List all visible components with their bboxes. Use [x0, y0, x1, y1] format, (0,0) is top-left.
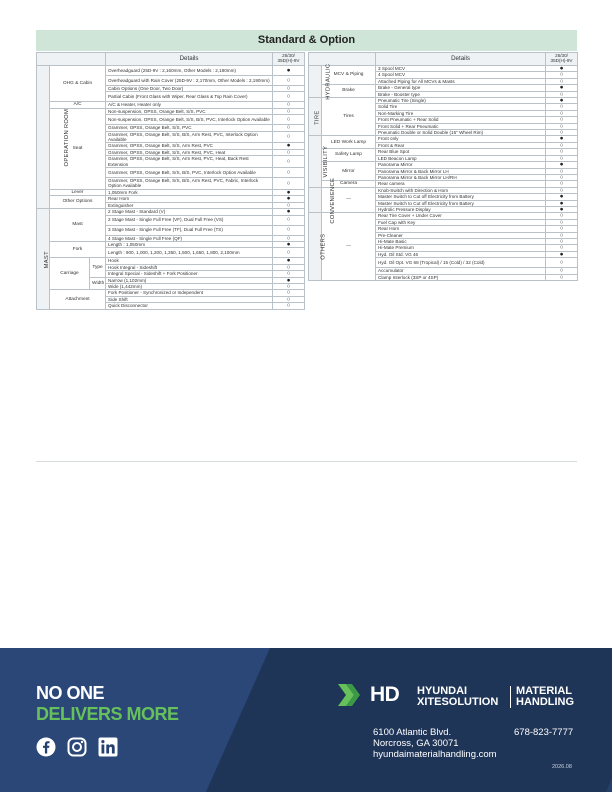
- logo-material-handling: [516, 686, 574, 708]
- detail-cell: 3 Spool MCV: [376, 66, 546, 72]
- detail-cell: Cabin Options (One Door, Two Door): [106, 86, 273, 92]
- option-mark: ○: [273, 290, 305, 296]
- category-label: OTHERS: [320, 234, 327, 261]
- detail-cell: Hydrolic Pressure Display: [376, 206, 546, 212]
- standard-mark: ●: [546, 85, 578, 91]
- detail-cell: Non-Marking Tire: [376, 110, 546, 116]
- detail-cell: Grammer, OPSS, Orange Belt, S/S, PVC: [106, 125, 273, 131]
- category-label: HYDRAULIC: [325, 63, 332, 101]
- instagram-icon[interactable]: [67, 737, 87, 757]
- section-banner: Standard & Option: [36, 30, 577, 51]
- option-mark: ○: [273, 271, 305, 277]
- detail-cell: Panorama Mirror & Back Mirror LH: [376, 168, 546, 174]
- standard-mark: ●: [273, 189, 305, 195]
- subgroup-cell: Type: [90, 258, 106, 277]
- detail-cell: Grammer, OPSS, Orange Belt, S/S, Arm Rest, PVC, Heat, Back Rest Extension: [106, 156, 273, 168]
- detail-cell: Wide (1,442mm): [106, 283, 273, 289]
- option-mark: ○: [546, 181, 578, 187]
- category-label: CONVENIENCE: [330, 177, 337, 224]
- logo-material: MATERIAL: [516, 685, 573, 697]
- subcategory-cell: Seat: [50, 108, 106, 189]
- option-mark: ○: [546, 117, 578, 123]
- subcategory-cell: A/C: [50, 102, 106, 108]
- standard-mark: ●: [273, 143, 305, 149]
- detail-cell: Integral Special - Sideshift + Fork Positioner: [106, 271, 273, 277]
- footer: [0, 648, 612, 792]
- subcategory-cell: —: [322, 213, 376, 281]
- detail-cell: Pneumatic Tire (Single): [376, 98, 546, 104]
- subcategory-cell: Mast: [50, 209, 106, 242]
- standard-mark: ●: [546, 136, 578, 142]
- detail-cell: Fuel Cap with Key: [376, 219, 546, 225]
- option-mark: ○: [273, 102, 305, 108]
- linkedin-icon[interactable]: [98, 737, 118, 757]
- detail-cell: Pre-Cleaner: [376, 232, 546, 238]
- subcategory-cell: Camera: [322, 181, 376, 187]
- detail-cell: Hook: [106, 258, 273, 264]
- logo-hyundai-xitesolution: [417, 686, 498, 708]
- option-mark: ○: [273, 235, 305, 241]
- subcategory-cell: Carriage: [50, 258, 90, 290]
- standard-mark: ●: [546, 98, 578, 104]
- option-mark: ○: [273, 296, 305, 302]
- subcategory-cell: Attachment: [50, 290, 106, 309]
- detail-cell: Brake - General type: [376, 85, 546, 91]
- option-mark: ○: [546, 219, 578, 225]
- detail-cell: 2 Stage Mast - Standard (V): [106, 209, 273, 215]
- subcategory-cell: Other Options: [50, 196, 106, 209]
- detail-cell: Solid Tire: [376, 104, 546, 110]
- header-blank: [309, 53, 376, 66]
- detail-cell: Front & Rear: [376, 142, 546, 148]
- standard-mark: ●: [273, 66, 305, 76]
- detail-cell: Attached Piping for All MCVs & Masts: [376, 78, 546, 84]
- detail-cell: Master Switch to Cut off Electricity from Battery: [376, 194, 546, 200]
- detail-cell: Hyd. Oil Opt. VG 68 (Tropical) / 15 (Cold) / 32 (Cold): [376, 258, 546, 268]
- detail-cell: 4 Stage Mast - Single Full Free (QF): [106, 235, 273, 241]
- option-mark: ○: [546, 245, 578, 251]
- option-mark: ○: [273, 86, 305, 92]
- detail-cell: 2 Stage Mast - Single Full Free (VF), Dual Full Free (VS): [106, 215, 273, 225]
- category-cell: [37, 66, 71, 209]
- subcategory-cell: Safety Lamp: [322, 149, 376, 162]
- subgroup-cell: Width: [90, 277, 106, 290]
- detail-cell: Rear Tire Cover + Under Cover: [376, 213, 546, 219]
- category-cell: [309, 177, 337, 224]
- option-mark: ○: [546, 274, 578, 280]
- subcategory-cell: MCV & Piping: [322, 66, 376, 85]
- website-link[interactable]: hyundaimaterialhandling.com: [373, 749, 497, 760]
- header-model: 25/30/ 35D(H)-9V: [546, 53, 578, 66]
- detail-cell: Overheadguard with Rain Cover (25D-9V : 2,170mm, Other Models : 2,190mm): [106, 76, 273, 86]
- option-mark: ○: [273, 125, 305, 131]
- detail-cell: Hyd. Oil Std. VG 46: [376, 251, 546, 257]
- hd-chevron-logo-icon: [338, 684, 362, 706]
- detail-cell: Brake - Booster type: [376, 91, 546, 97]
- detail-cell: Grammer, OPSS, Orange Belt, S/S, Arm Rest, PVC: [106, 143, 273, 149]
- logo-hd: HD: [370, 683, 400, 706]
- subcategory-cell: LED Work Lamp: [322, 136, 376, 149]
- subcategory-cell: OHG & Cabin: [50, 66, 106, 102]
- detail-cell: Front Pneumatic + Rear Solid: [376, 117, 546, 123]
- detail-cell: Non-suspension, OPSS, Orange Belt, S/S, B/S, PVC, Interlock Option Available: [106, 115, 273, 125]
- phone-number[interactable]: 678-823-7777: [514, 727, 574, 738]
- address-line-1: 6100 Atlantic Blvd.: [373, 727, 452, 738]
- spec-table-right: [308, 52, 578, 281]
- standard-mark: ●: [273, 196, 305, 202]
- spec-table-left: [36, 52, 305, 310]
- standard-mark: ●: [273, 258, 305, 264]
- option-mark: ○: [546, 155, 578, 161]
- option-mark: ○: [273, 76, 305, 86]
- category-cell: [309, 213, 327, 281]
- standard-mark: ●: [546, 162, 578, 168]
- category-cell: [309, 98, 322, 136]
- detail-cell: Narrow (1,102mm): [106, 277, 273, 283]
- detail-cell: Grammer, OPSS, Orange Belt, S/S, B/S, PVC, Interlock Option Available: [106, 168, 273, 178]
- option-mark: ○: [546, 123, 578, 129]
- subcategory-cell: Mirror: [322, 162, 376, 181]
- option-mark: ○: [273, 108, 305, 114]
- subcategory-cell: Fork: [50, 241, 106, 257]
- detail-cell: Clamp Interlock (3SP or 4SP): [376, 274, 546, 280]
- standard-mark: ●: [273, 209, 305, 215]
- category-label: OPERATION ROOM: [64, 108, 71, 167]
- table-row: [37, 66, 305, 76]
- logo-hyundai: HYUNDAI: [417, 685, 468, 697]
- detail-cell: Overheadguard (25D-9V : 2,160mm, Other Models : 2,180mm): [106, 66, 273, 76]
- logo-xitesolution: XITESOLUTION: [417, 696, 499, 708]
- option-mark: ○: [546, 238, 578, 244]
- detail-cell: Length : 1,050mm: [106, 241, 273, 247]
- option-mark: ○: [546, 130, 578, 136]
- option-mark: ○: [546, 104, 578, 110]
- category-label: VISIBILITY: [323, 146, 330, 178]
- detail-cell: Rear Horn: [106, 196, 273, 202]
- option-mark: ○: [546, 268, 578, 274]
- detail-cell: 3 Stage Mast - Single Full Free (TF), Dual Full Free (TS): [106, 225, 273, 235]
- detail-cell: Side Shift: [106, 296, 273, 302]
- header-model: 25/30/ 35D(H)-9V: [273, 53, 305, 66]
- option-mark: ○: [273, 131, 305, 143]
- subcategory-cell: Lever: [50, 189, 106, 195]
- tagline-line-1: NO ONE: [36, 683, 105, 703]
- option-mark: ○: [546, 258, 578, 268]
- standard-mark: ●: [546, 200, 578, 206]
- detail-cell: Rear camera: [376, 181, 546, 187]
- option-mark: ○: [273, 303, 305, 309]
- category-label: MAST: [43, 250, 50, 268]
- detail-cell: A/C & Heater, Heater only: [106, 102, 273, 108]
- subcategory-cell: —: [322, 187, 376, 213]
- option-mark: ○: [273, 149, 305, 155]
- option-mark: ○: [273, 115, 305, 125]
- detail-cell: Non-suspension, OPSS, Orange Belt, S/S, PVC: [106, 108, 273, 114]
- logo-separator: [510, 686, 511, 708]
- option-mark: ○: [546, 149, 578, 155]
- category-label: TIRE: [314, 110, 321, 125]
- detail-cell: Grammer, OPSS, Orange Belt, S/S, B/S, Arm Rest, PVC, Fabric, Interlock Option Available: [106, 178, 273, 190]
- option-mark: ○: [273, 264, 305, 270]
- detail-cell: Hi-Mate Basic: [376, 238, 546, 244]
- header-details: Details: [106, 53, 273, 66]
- detail-cell: Fork Positioner - Synchronized or Independent: [106, 290, 273, 296]
- option-mark: ○: [546, 232, 578, 238]
- option-mark: ○: [546, 78, 578, 84]
- standard-mark: ●: [546, 206, 578, 212]
- option-mark: ○: [546, 226, 578, 232]
- option-mark: ○: [546, 72, 578, 78]
- option-mark: ○: [546, 187, 578, 193]
- table-header-row: [37, 53, 305, 66]
- option-mark: ○: [273, 225, 305, 235]
- option-mark: ○: [273, 215, 305, 225]
- option-mark: ○: [273, 202, 305, 208]
- detail-cell: Extinguisher: [106, 202, 273, 208]
- footer-wedge: [206, 648, 612, 792]
- detail-cell: Panorama Mirror & Back Mirror LH/RH: [376, 174, 546, 180]
- facebook-icon[interactable]: [36, 737, 56, 757]
- option-mark: ○: [273, 156, 305, 168]
- header-details: Details: [376, 53, 546, 66]
- detail-cell: LED Beacon Lamp: [376, 155, 546, 161]
- divider: [36, 461, 577, 462]
- tagline-line-2: DELIVERS MORE: [36, 704, 179, 724]
- standard-mark: ●: [546, 66, 578, 72]
- option-mark: ○: [546, 213, 578, 219]
- option-mark: ○: [273, 92, 305, 102]
- detail-cell: Hook Integral - Sideshift: [106, 264, 273, 270]
- category-cell: [37, 209, 50, 309]
- detail-cell: Rear Blue Spot: [376, 149, 546, 155]
- detail-cell: 1,050mm Fork: [106, 189, 273, 195]
- header-blank: [37, 53, 106, 66]
- option-mark: ○: [546, 168, 578, 174]
- address-line-2: Norcross, GA 30071: [373, 738, 459, 749]
- category-cell: [309, 136, 330, 187]
- option-mark: ○: [273, 248, 305, 258]
- standard-mark: ●: [273, 241, 305, 247]
- detail-cell: Hi-Mate Premium: [376, 245, 546, 251]
- option-mark: ○: [546, 142, 578, 148]
- standard-mark: ●: [546, 251, 578, 257]
- option-mark: ○: [273, 283, 305, 289]
- detail-cell: 4 Spool MCV: [376, 72, 546, 78]
- detail-cell: Front only: [376, 136, 546, 142]
- detail-cell: Pneumatic Double or Solid Double (15" Wheel Rim): [376, 130, 546, 136]
- option-mark: ○: [546, 91, 578, 97]
- detail-cell: Grammer, OPSS, Orange Belt, S/S, B/S, Arm Rest, PVC, Interlock Option Available: [106, 131, 273, 143]
- detail-cell: Length : 900, 1,000, 1,200, 1,350, 1,500, 1,650, 1,800, 2,100mm: [106, 248, 273, 258]
- detail-cell: Grammer, OPSS, Orange Belt, S/S, Arm Rest, PVC, Heat: [106, 149, 273, 155]
- standard-mark: ●: [546, 194, 578, 200]
- detail-cell: Panorama Mirror: [376, 162, 546, 168]
- detail-cell: Quick Disconnector: [106, 303, 273, 309]
- option-mark: ○: [546, 110, 578, 116]
- detail-cell: Rear Horn: [376, 226, 546, 232]
- subcategory-cell: Tires: [322, 98, 376, 136]
- detail-cell: Front Solid + Rear Pneumatic: [376, 123, 546, 129]
- option-mark: ○: [546, 174, 578, 180]
- option-mark: ○: [273, 178, 305, 190]
- detail-cell: Knob-Switch with Direction & Horn: [376, 187, 546, 193]
- category-cell: [309, 63, 332, 101]
- logo-handling: HANDLING: [516, 696, 575, 708]
- publication-date: 2026.08: [552, 764, 572, 770]
- address: [373, 727, 497, 760]
- detail-cell: Accumulator: [376, 268, 546, 274]
- detail-cell: Master Switch to Cut off Electricity from Battery: [376, 200, 546, 206]
- table-header-row: [309, 53, 578, 66]
- standard-mark: ●: [273, 277, 305, 283]
- subcategory-cell: Brake: [322, 85, 376, 98]
- detail-cell: Partial Cabin (Front Glass with Wiper, Rear Glass & Top Rain Cover): [106, 92, 273, 102]
- option-mark: ○: [273, 168, 305, 178]
